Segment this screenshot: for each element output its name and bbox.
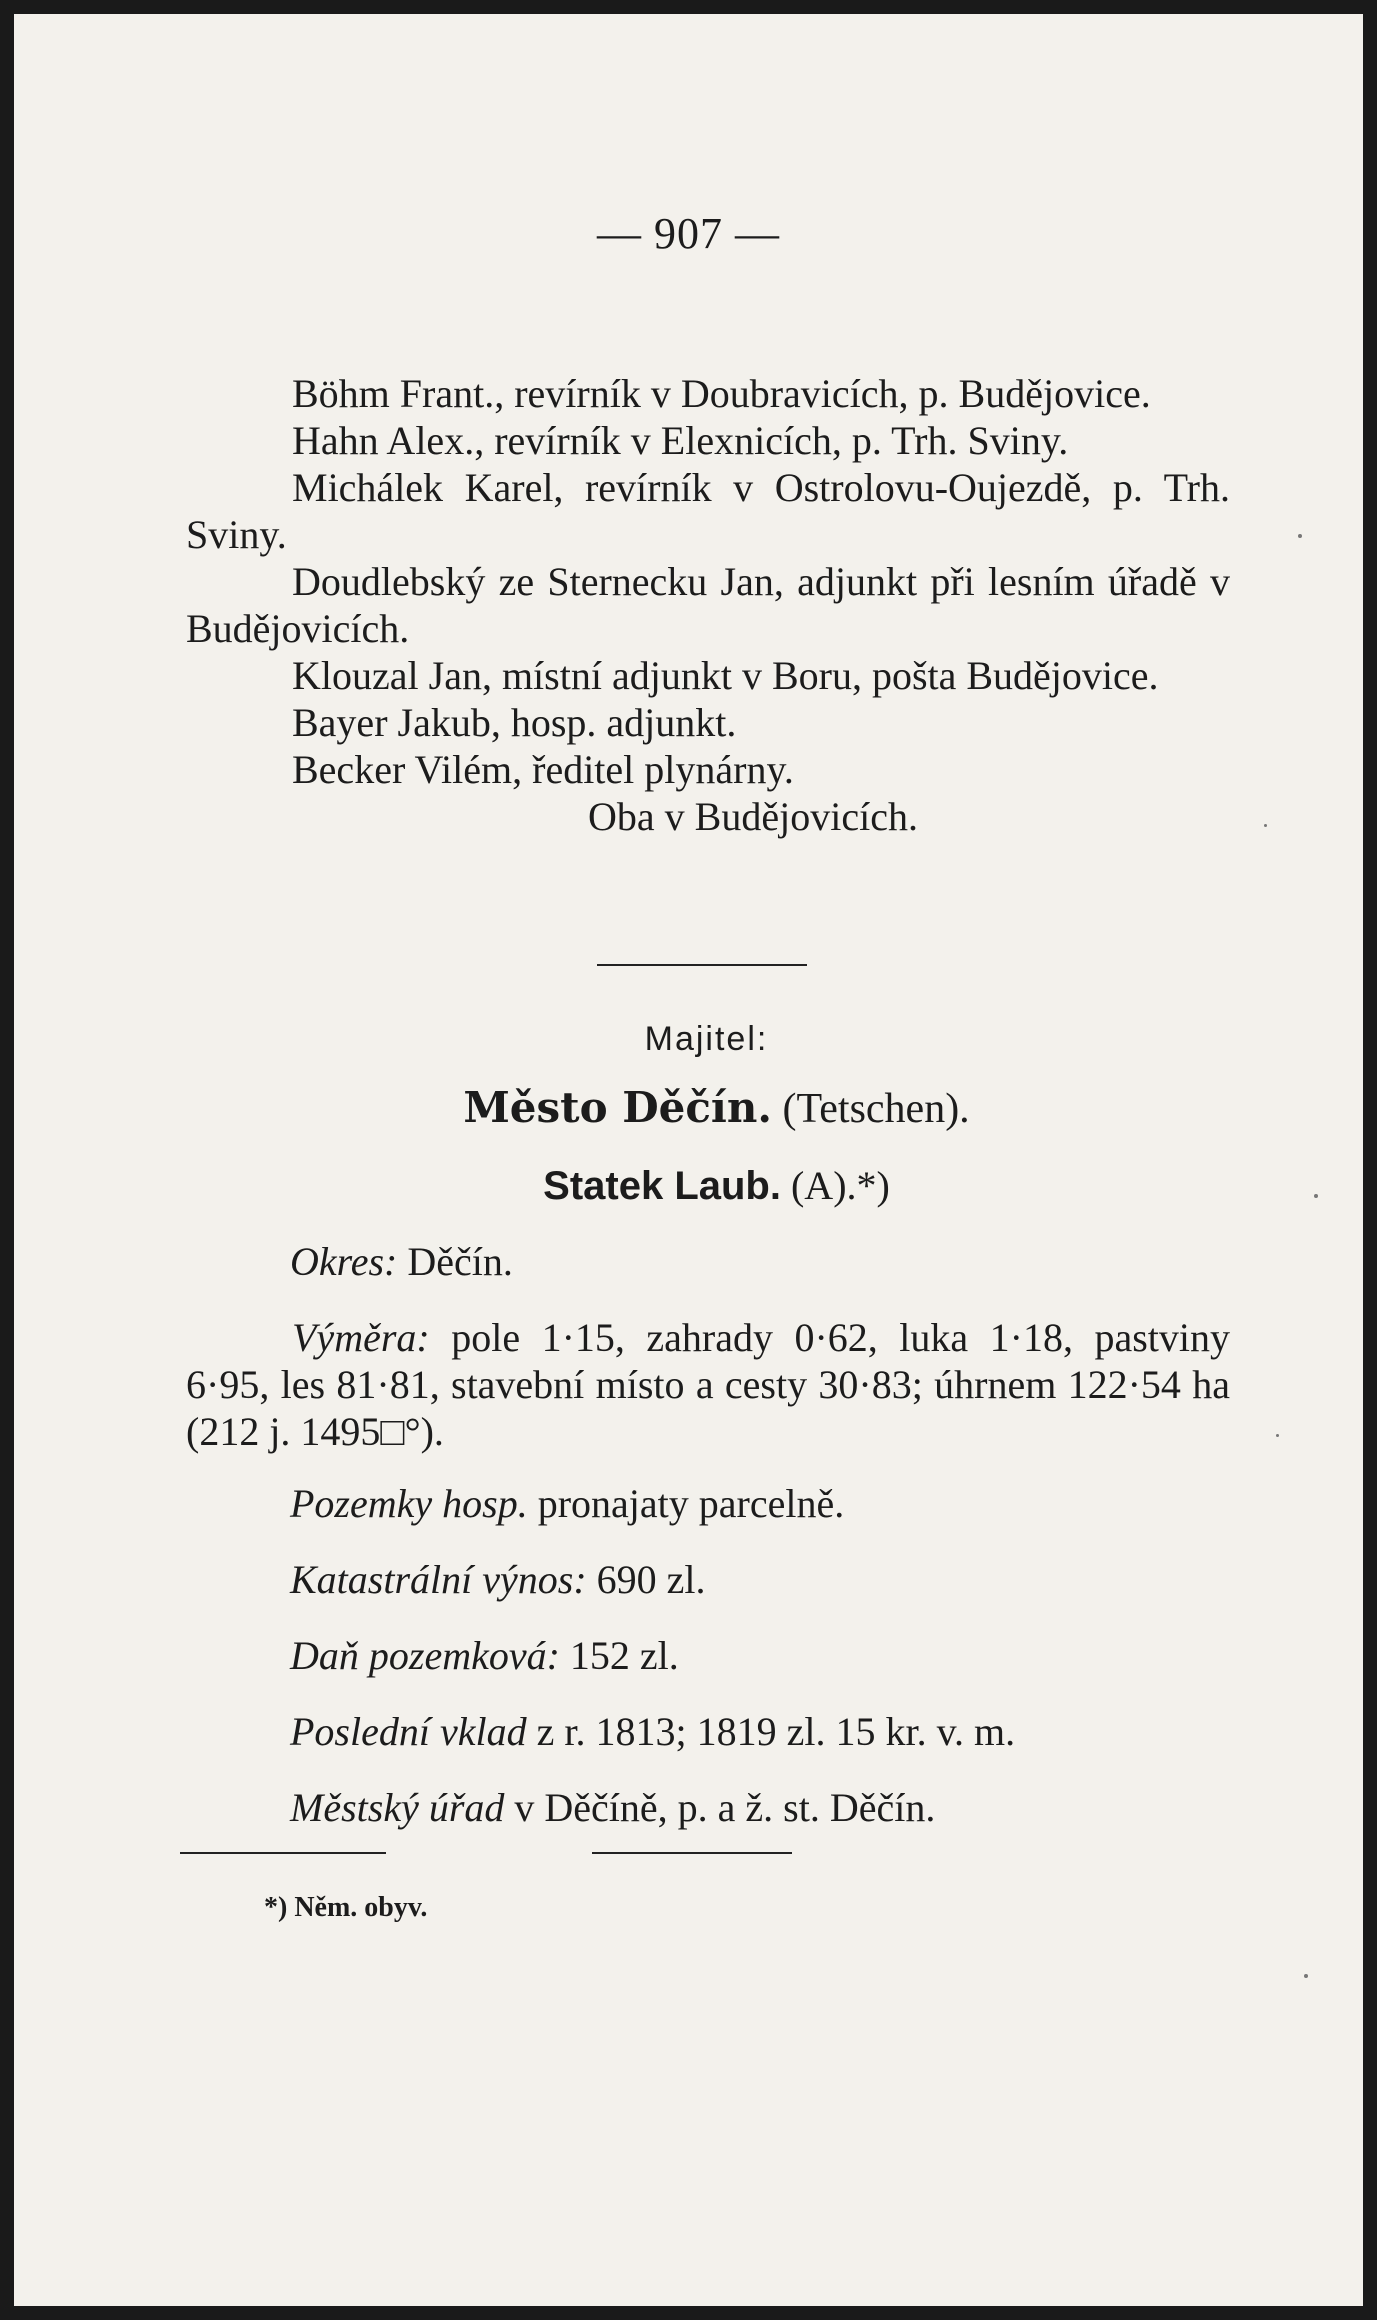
town-german-name: (Tetschen).: [782, 1086, 970, 1132]
print-speck: [1264, 824, 1267, 827]
staff-entry: Hahn Alex., revírník v Elexnicích, p. Trh. Sviny.: [292, 418, 1069, 463]
estate-suffix: (A).*): [790, 1163, 890, 1208]
field-label: Daň pozemková:: [290, 1633, 560, 1678]
field-value: z r. 1813; 1819 zl. 15 kr. v. m.: [536, 1709, 1016, 1754]
district-value: Děčín.: [407, 1239, 513, 1284]
staff-list: [186, 370, 1230, 840]
print-speck: [1314, 1194, 1318, 1198]
town-name: Město Děčín.: [463, 1083, 773, 1132]
page-number: — 907 —: [597, 209, 780, 258]
field-town-office: [290, 1784, 935, 1831]
area-value: pole 1·15, zahrady 0·62, luka 1·18, pastviny 6·95, les 81·81, stavební místo a cesty 30·83; úhrnem 122·54 ha (212 j. 1495□°).: [186, 1315, 1231, 1454]
field-lands: [290, 1480, 844, 1527]
field-label: Poslední vklad: [290, 1709, 527, 1754]
field-label: Katastrální výnos:: [290, 1557, 587, 1602]
print-speck: [1298, 534, 1302, 538]
field-label: Městský úřad: [290, 1785, 505, 1830]
staff-entry: Böhm Frant., revírník v Doubravicích, p. Budějovice.: [292, 371, 1151, 416]
field-last-deposit: [290, 1708, 1015, 1755]
print-speck: [1276, 1434, 1279, 1437]
footnote-rule: [180, 1852, 386, 1854]
location-note: Oba v Budějovicích.: [588, 794, 918, 839]
owner-label: Majitel:: [644, 1020, 769, 1058]
field-cadastral-yield: [290, 1556, 706, 1603]
staff-entry: Becker Vilém, ředitel plynárny.: [292, 747, 794, 792]
district-label: Okres:: [290, 1239, 398, 1284]
field-value: v Děčíně, p. a ž. st. Děčín.: [514, 1785, 936, 1830]
staff-entry: Doudlebský ze Sternecku Jan, adjunkt při lesním úřadě v Budějovicích.: [186, 559, 1230, 651]
town-heading: [14, 1084, 1363, 1133]
section-divider: [597, 964, 807, 966]
area-paragraph: [186, 1314, 1230, 1455]
area-label: Výměra:: [292, 1315, 430, 1360]
section-end-rule: [592, 1852, 792, 1854]
field-land-tax: [290, 1632, 679, 1679]
staff-entry: Klouzal Jan, místní adjunkt v Boru, pošta Budějovice.: [292, 653, 1159, 698]
staff-entry: Michálek Karel, revírník v Ostrolovu-Oujezdě, p. Trh. Sviny.: [186, 465, 1230, 557]
print-speck: [1304, 1974, 1308, 1978]
field-value: 152 zl.: [569, 1633, 679, 1678]
field-value: 690 zl.: [596, 1557, 706, 1602]
estate-name: Statek Laub.: [543, 1164, 781, 1208]
field-value: pronajaty parcelně.: [537, 1481, 845, 1526]
estate-heading: [14, 1162, 1363, 1210]
district-line: [290, 1238, 513, 1285]
footnote: *) Něm. obyv.: [264, 1892, 428, 1923]
staff-entry: Bayer Jakub, hosp. adjunkt.: [292, 700, 737, 745]
field-label: Pozemky hosp.: [290, 1481, 528, 1526]
book-page: [14, 14, 1363, 2306]
